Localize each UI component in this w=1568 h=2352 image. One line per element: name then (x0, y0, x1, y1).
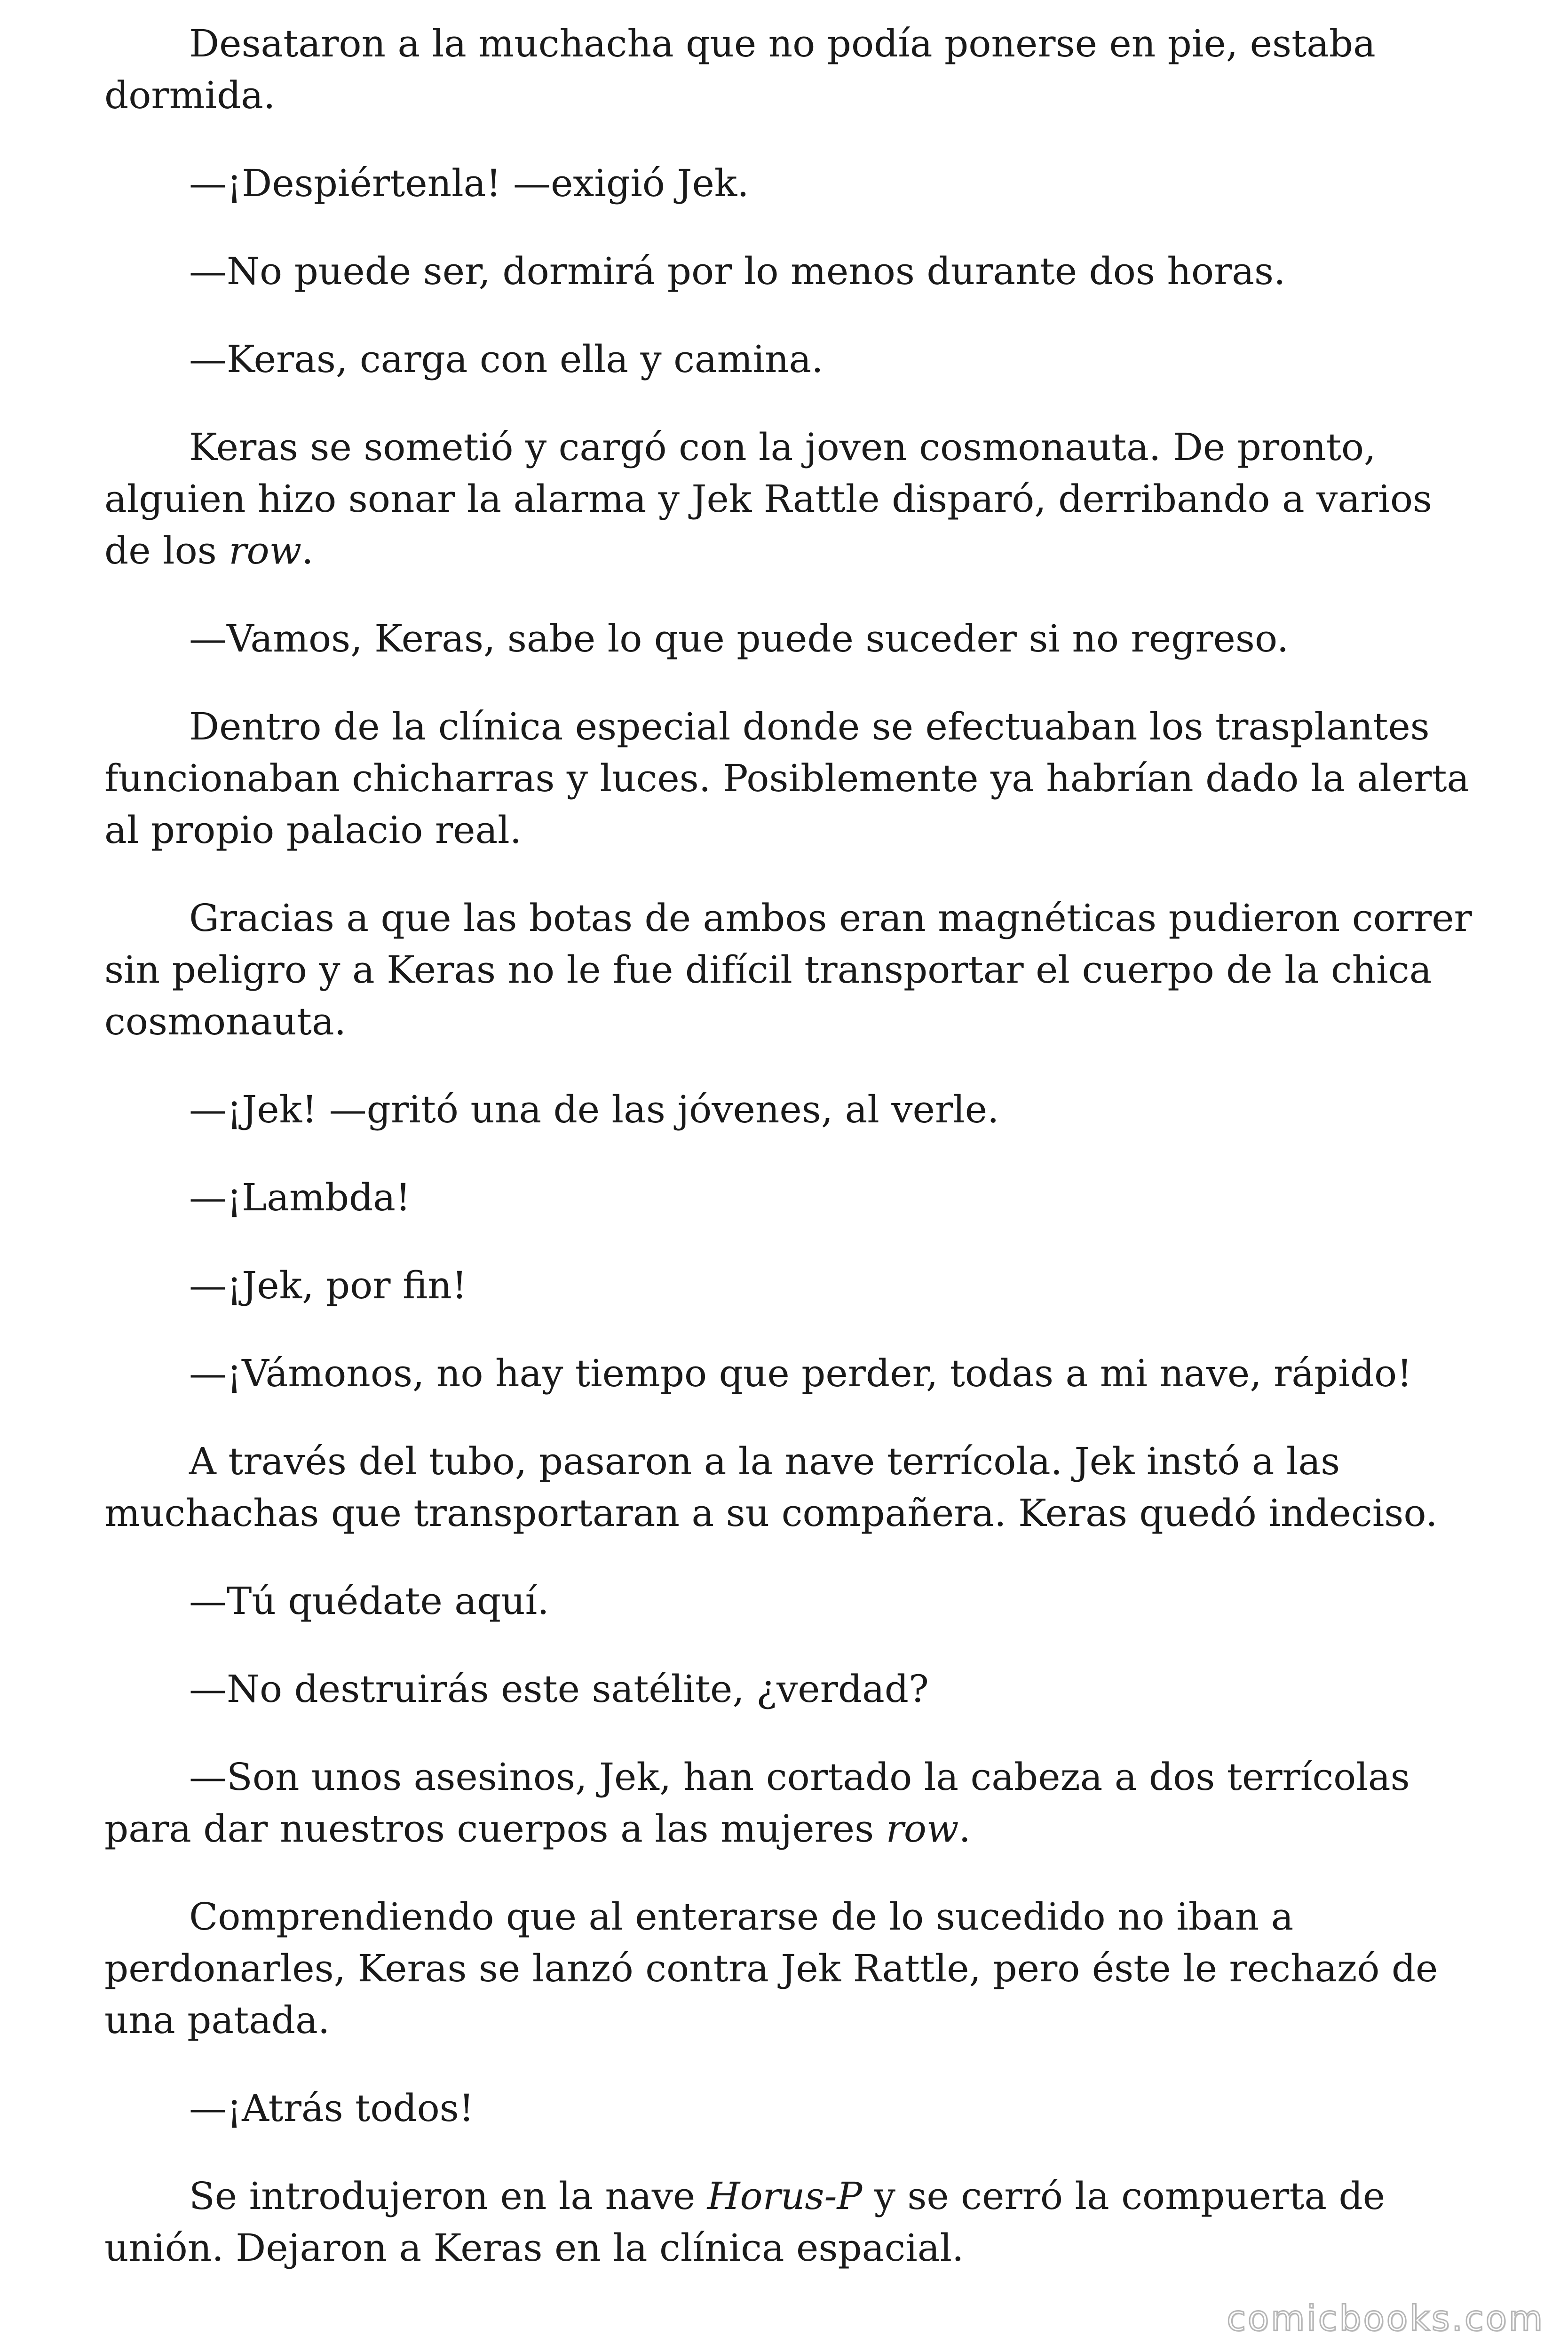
text-paragraph (104, 334, 1482, 385)
text-paragraph (104, 2082, 1482, 2134)
text-segment: —Son unos asesinos, Jek, han cortado la cabeza a dos terrícolas para dar nuestros cuerpos a las mujeres (104, 1755, 1410, 1851)
italic-text: row (229, 529, 302, 572)
text-paragraph (104, 1348, 1482, 1399)
text-paragraph (104, 1663, 1482, 1715)
text-segment: —No puede ser, dormirá por lo menos durante dos horas. (189, 249, 1286, 293)
text-segment: Dentro de la clínica especial donde se efectuaban los trasplantes funcionaban chicharras y luces. Posiblemente ya habrían dado la alerta al propio palacio real. (104, 705, 1470, 852)
text-paragraph (104, 1891, 1482, 2046)
text-paragraph (104, 1172, 1482, 1224)
text-paragraph (104, 1084, 1482, 1136)
text-segment: —¡Jek, por fin! (189, 1263, 467, 1307)
text-paragraph (104, 892, 1482, 1048)
text-segment: Comprendiendo que al enterarse de lo sucedido no iban a perdonarles, Keras se lanzó contra Jek Rattle, pero éste le rechazó de una patada. (104, 1895, 1438, 2042)
text-paragraph (104, 1575, 1482, 1627)
text-segment: —¡Vámonos, no hay tiempo que perder, todas a mi nave, rápido! (189, 1351, 1412, 1395)
text-segment: —¡Jek! —gritó una de las jóvenes, al verle. (189, 1088, 999, 1131)
text-paragraph (104, 2170, 1482, 2274)
text-segment: A través del tubo, pasaron a la nave terrícola. Jek instó a las muchachas que transportaran a su compañera. Keras quedó indeciso. (104, 1439, 1438, 1535)
italic-text: row (886, 1807, 959, 1851)
text-paragraph (104, 1751, 1482, 1855)
text-segment: Gracias a que las botas de ambos eran magnéticas pudieron correr sin peligro y a Keras no le fue difícil transportar el cuerpo de la chica cosmonauta. (104, 896, 1472, 1043)
text-segment: —No destruirás este satélite, ¿verdad? (189, 1667, 929, 1711)
text-segment: —¡Lambda! (189, 1176, 411, 1219)
text-paragraph (104, 701, 1482, 856)
document-page (104, 18, 1482, 2310)
text-segment: —Tú quédate aquí. (189, 1579, 549, 1623)
text-segment: —Vamos, Keras, sabe lo que puede suceder si no regreso. (189, 617, 1289, 660)
text-segment: —Keras, carga con ella y camina. (189, 337, 824, 381)
text-paragraph (104, 158, 1482, 209)
text-paragraph (104, 246, 1482, 297)
text-segment: . (301, 529, 314, 572)
watermark-logo: comicbooks.com (1227, 2298, 1544, 2339)
text-segment: —¡Despiértenla! —exigió Jek. (189, 161, 749, 205)
text-segment: . (958, 1807, 971, 1851)
text-segment: Keras se sometió y cargó con la joven cosmonauta. De pronto, alguien hizo sonar la alarma y Jek Rattle disparó, derribando a varios de los (104, 425, 1433, 572)
text-segment: Desataron a la muchacha que no podía ponerse en pie, estaba dormida. (104, 22, 1376, 117)
text-paragraph (104, 18, 1482, 121)
text-segment: y se cerró la compuerta de unión. Dejaron a Keras en la clínica espacial. (104, 2174, 1386, 2270)
text-paragraph (104, 1436, 1482, 1539)
text-paragraph (104, 421, 1482, 577)
text-paragraph (104, 613, 1482, 665)
text-segment: Se introdujeron en la nave (189, 2174, 707, 2218)
text-segment: —¡Atrás todos! (189, 2086, 474, 2130)
italic-text: Horus-P (707, 2174, 863, 2218)
text-paragraph (104, 1260, 1482, 1311)
